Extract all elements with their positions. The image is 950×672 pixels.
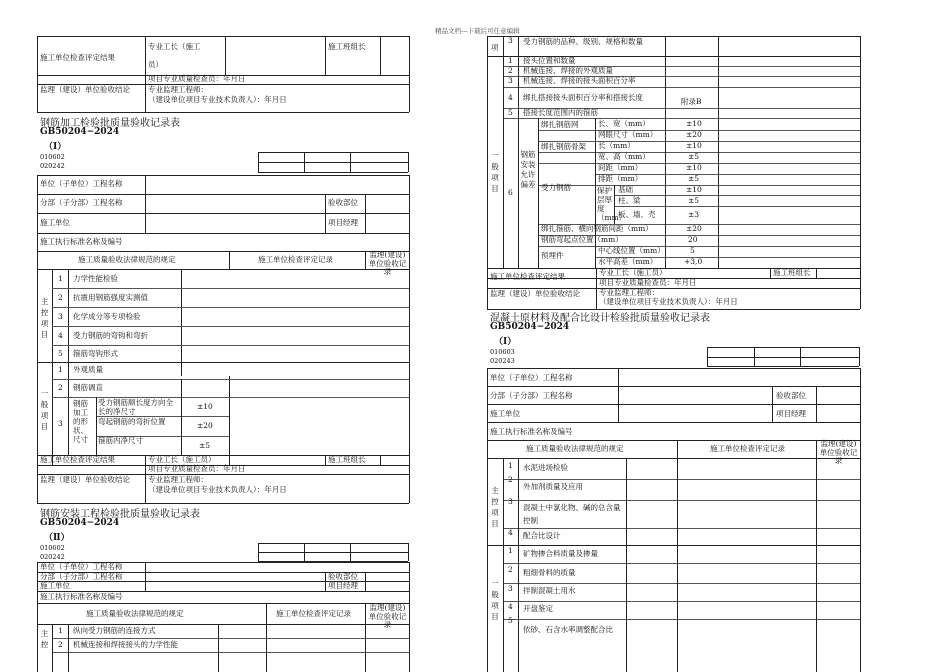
f1-accept-part: 验收部位 [328, 198, 358, 207]
f3-main-4: 配合比设计 [523, 531, 561, 540]
f2-cont-item: 受力钢筋的品种、级别、规格和数量 [523, 37, 643, 46]
f2-main-short: 主控 [40, 629, 49, 649]
f2-g6-1a-v: ±10 [686, 119, 702, 128]
f2-cover-3-v: ±3 [688, 210, 700, 219]
f2-embed-1-v: 5 [690, 246, 695, 255]
f3-unit-name: 单位（子单位）工程名称 [490, 373, 573, 382]
f3-pm: 项目经理 [776, 409, 806, 418]
f1-sup-col: 监理(建设)单位验收记录 [368, 250, 407, 277]
f3-gen-5: 依砂、石含水率调整配合比 [523, 625, 613, 634]
f2-gen-5-num: 5 [508, 108, 513, 117]
f1-sup-engineer: 专业监理工程师： [148, 475, 208, 484]
f1-main-4: 受力钢筋的弯钩和弯折 [73, 331, 148, 340]
f3-sup-col: 监理(建设)单位验收记录 [819, 439, 858, 466]
f3-general-items-label: 一般项目 [491, 579, 499, 621]
form3-code: GB50204−2024 [490, 322, 570, 332]
f3-main-2: 外加剂质量及应用 [523, 482, 583, 491]
f3-main-3: 混凝土中氯化物、碱的总含量控制 [523, 503, 621, 525]
f1-g3-val-3: ±5 [199, 441, 211, 450]
f2-g6-1b-v: ±20 [686, 130, 702, 139]
f2-cover-1-v: ±10 [686, 185, 702, 194]
f3-gen-2: 粗细骨料的质量 [523, 568, 576, 577]
f3-check-col: 施工单位检查评定记录 [710, 444, 785, 453]
f3-standard: 施工执行标准名称及编号 [490, 427, 573, 436]
f1-g3-row-3: 箍筋内净尺寸 [98, 436, 143, 445]
f1-unit-name: 单位（子单位）工程名称 [40, 179, 123, 188]
f2-cover-2-v: ±5 [688, 196, 700, 205]
f2-cover-1: 基础 [618, 185, 633, 194]
f3-spec-col: 施工质量验收法律规范的规定 [526, 444, 624, 453]
f1-g3-val-1: ±10 [197, 402, 213, 411]
f2-g6-group-3: 受力钢筋 [541, 183, 571, 192]
f2-g6-2b-v: ±5 [688, 152, 700, 161]
f2-g6-group-1: 绑扎钢筋网 [541, 120, 579, 129]
form3-num1: 010603 [490, 348, 515, 356]
f2-general-items-label: 一般项目 [491, 151, 499, 193]
form1-title: 钢筋加工检验批质量验收记录表 [40, 118, 180, 129]
f2-g6-3b: 排距（mm） [598, 174, 643, 183]
f2-gen-3-num: 3 [508, 76, 513, 85]
f2-extra-2-v: 20 [688, 235, 698, 244]
form1-roman: （Ⅰ） [44, 142, 67, 152]
f2-main-1: 纵向受力钢筋的连接方式 [73, 626, 156, 635]
f1-sup-engineer-sub: （建设单位项目专业技术负责人）：年月日 [148, 485, 287, 494]
f2-g6-3b-v: ±5 [688, 174, 700, 183]
quality-inspector-label: 项目专业质量检查员：年月日 [148, 74, 246, 83]
f2-sup-engineer: 专业监理工程师： [599, 288, 659, 297]
f1-gen-3-label: 钢筋加工的形状、尺寸 [73, 399, 88, 444]
f1-quality-inspector: 项目专业质量检查员：年月日 [148, 464, 246, 473]
f1-gen-1: 外观质量 [73, 365, 103, 374]
f3-sub-name: 分部（子分部）工程名称 [490, 391, 573, 400]
f2-gen-4-extra: 附录B [681, 97, 702, 106]
f2-gen-4: 绑扎搭接接头面积百分率和搭接长度 [523, 93, 643, 102]
f1-standard: 施工执行标准名称及编号 [40, 237, 123, 246]
f1-general-items-label: 一般项目 [40, 389, 49, 431]
f2-g6-3a: 间距（mm） [598, 163, 643, 172]
f2-g6-1b: 网眼尺寸（mm） [598, 130, 658, 139]
form2-num1: 010602 [40, 544, 65, 552]
f2-contractor: 施工单位 [40, 581, 70, 590]
form3-num2: 020243 [490, 357, 515, 365]
f3-main-1: 水泥进场检验 [523, 463, 568, 472]
f2-gen-2-num: 2 [508, 66, 513, 75]
f1-team-leader: 施工班组长 [328, 455, 366, 464]
f1-g3-row-2: 弯起钢筋的弯折位置 [98, 417, 166, 426]
f1-sub-name: 分部（子分部）工程名称 [40, 198, 123, 207]
f2-embed-1: 中心线位置（mm） [598, 246, 665, 255]
f2-foreman: 专业工长（施工员） [599, 268, 667, 277]
f2-extra-1-v: ±20 [686, 224, 702, 233]
f1-g3-row-1: 受力钢筋顺长度方向全长的净尺寸 [98, 398, 173, 416]
f2-g6-label: 钢筋安装允许偏差 [520, 150, 536, 189]
f2-g6-group-2: 绑扎钢筋骨架 [541, 142, 586, 151]
f1-main-2: 抗震用钢筋强度实测值 [73, 293, 148, 302]
f2-gen-1-num: 1 [508, 56, 513, 65]
f2-team-leader: 施工班组长 [773, 268, 811, 277]
header-note: 精品文档---下载后可任意编辑 [435, 27, 520, 35]
f3-main-items-label: 主控项目 [491, 486, 499, 528]
f2-extra-1: 绑扎箍筋、横向钢筋间距（mm） [541, 224, 653, 233]
supervisor-engineer-sub: （建设单位项目专业技术负责人）：年月日 [148, 95, 287, 104]
f2-spec-col: 施工质量验收法律规范的规定 [86, 609, 184, 618]
f3-accept-part: 验收部位 [776, 391, 806, 400]
f2-sup-engineer-sub: （建设单位项目专业技术负责人）：年月日 [599, 297, 738, 306]
f2-g6-2b: 宽、高（mm） [598, 152, 650, 161]
form3-title: 混凝土原材料及配合比设计检验批质量验收记录表 [490, 313, 710, 324]
f2-gen-1: 接头位置和数量 [523, 56, 576, 65]
form3-roman: （Ⅰ） [494, 337, 517, 347]
f2-embed-2: 水平高差（mm） [598, 257, 658, 266]
form1-num2: 020242 [40, 162, 65, 170]
f2-gen-3: 机械连接、焊接的接头面积百分率 [523, 76, 636, 85]
team-leader-label: 施工班组长 [328, 42, 366, 51]
f1-check-col: 施工单位检查评定记录 [258, 255, 333, 264]
f2-standard: 施工执行标准名称及编号 [40, 592, 123, 601]
f2-cont-label: 项 [491, 43, 499, 52]
f2-g6-1a: 长、宽（mm） [598, 119, 650, 128]
f2-gen-5: 搭接长度范围内的箍筋 [523, 108, 598, 117]
f1-main-1: 力学性能检验 [73, 274, 118, 283]
f2-sup-col: 监理(建设)单位验收记录 [368, 603, 407, 630]
form1-num1: 010602 [40, 153, 65, 161]
f2-embed-label: 预埋件 [541, 251, 564, 260]
f1-main-items-label: 主控项目 [40, 297, 49, 339]
f3-gen-1: 矿物掺合料质量及掺量 [523, 549, 598, 558]
f2-main-2: 机械连接和焊接接头的力学性能 [73, 640, 178, 649]
f1-contractor: 施工单位 [40, 218, 70, 227]
form2-roman: （Ⅱ） [44, 533, 70, 543]
form2-code: GB50204−2024 [40, 518, 120, 528]
f2-gen-4-num: 4 [508, 93, 513, 102]
f3-gen-3: 拌制混凝土用水 [523, 586, 576, 595]
f2-cover-label: 保护层厚度（mm） [597, 186, 627, 222]
f2-eval-result: 施工单位检查评定结果 [490, 272, 565, 281]
foreman-label-b: 员） [148, 60, 163, 69]
f1-main-5: 箍筋弯钩形式 [73, 349, 118, 358]
form1-code: GB50204−2024 [40, 127, 120, 137]
f1-sup-conclusion: 监理（建设）单位验收结论 [40, 475, 130, 484]
f2-gen-2: 机械连接、焊接的外观质量 [523, 66, 613, 75]
form2-title: 钢筋安装工程检验批质量验收记录表 [40, 509, 200, 520]
f2-g6-3a-v: ±10 [686, 163, 702, 172]
f2-cover-2: 柱、梁 [618, 196, 641, 205]
f1-pm: 项目经理 [328, 218, 358, 227]
f2-unit-name: 单位（子单位）工程名称 [40, 562, 123, 571]
f2-sup-conclusion: 监理（建设）单位验收结论 [490, 289, 580, 298]
f2-g6-2a: 长（mm） [598, 141, 635, 150]
f2-extra-2: 钢筋弯起点位置（mm） [541, 235, 623, 244]
f2-embed-2-v: +3,0 [684, 257, 703, 266]
f1-spec-col: 施工质量验收法律规范的规定 [78, 255, 176, 264]
f1-eval-result: 施工单位检查评定结果 [40, 455, 115, 464]
f1-main-3: 化学成分等专项检验 [73, 312, 141, 321]
f1-foreman: 专业工长（施工员） [148, 455, 216, 464]
form2-num2: 020242 [40, 553, 65, 561]
supervisor-conclusion-label: 监理（建设）单位验收结论 [40, 85, 130, 94]
f3-gen-4: 开盘鉴定 [523, 604, 553, 613]
f2-pm: 项目经理 [328, 581, 358, 590]
f2-check-col: 施工单位检查评定记录 [276, 609, 351, 618]
f3-contractor: 施工单位 [490, 409, 520, 418]
f1-gen-2-num: 2 [58, 383, 63, 392]
f2-sub-name: 分部（子分部）工程名称 [40, 572, 123, 581]
supervisor-engineer-label: 专业监理工程师： [148, 85, 208, 94]
f1-gen-1-num: 1 [58, 365, 63, 374]
f2-cover-3: 板、墙、壳 [618, 210, 656, 219]
f2-g6-2a-v: ±10 [686, 141, 702, 150]
f1-g3-val-2: ±20 [197, 421, 213, 430]
f1-gen-2: 钢筋调直 [73, 383, 103, 392]
eval-result-label: 施工单位检查评定结果 [40, 53, 115, 62]
f2-quality-inspector: 项目专业质量检查员：年月日 [599, 278, 697, 287]
foreman-label: 专业工长（施工 [148, 42, 201, 51]
f2-accept-part: 验收部位 [328, 572, 358, 581]
